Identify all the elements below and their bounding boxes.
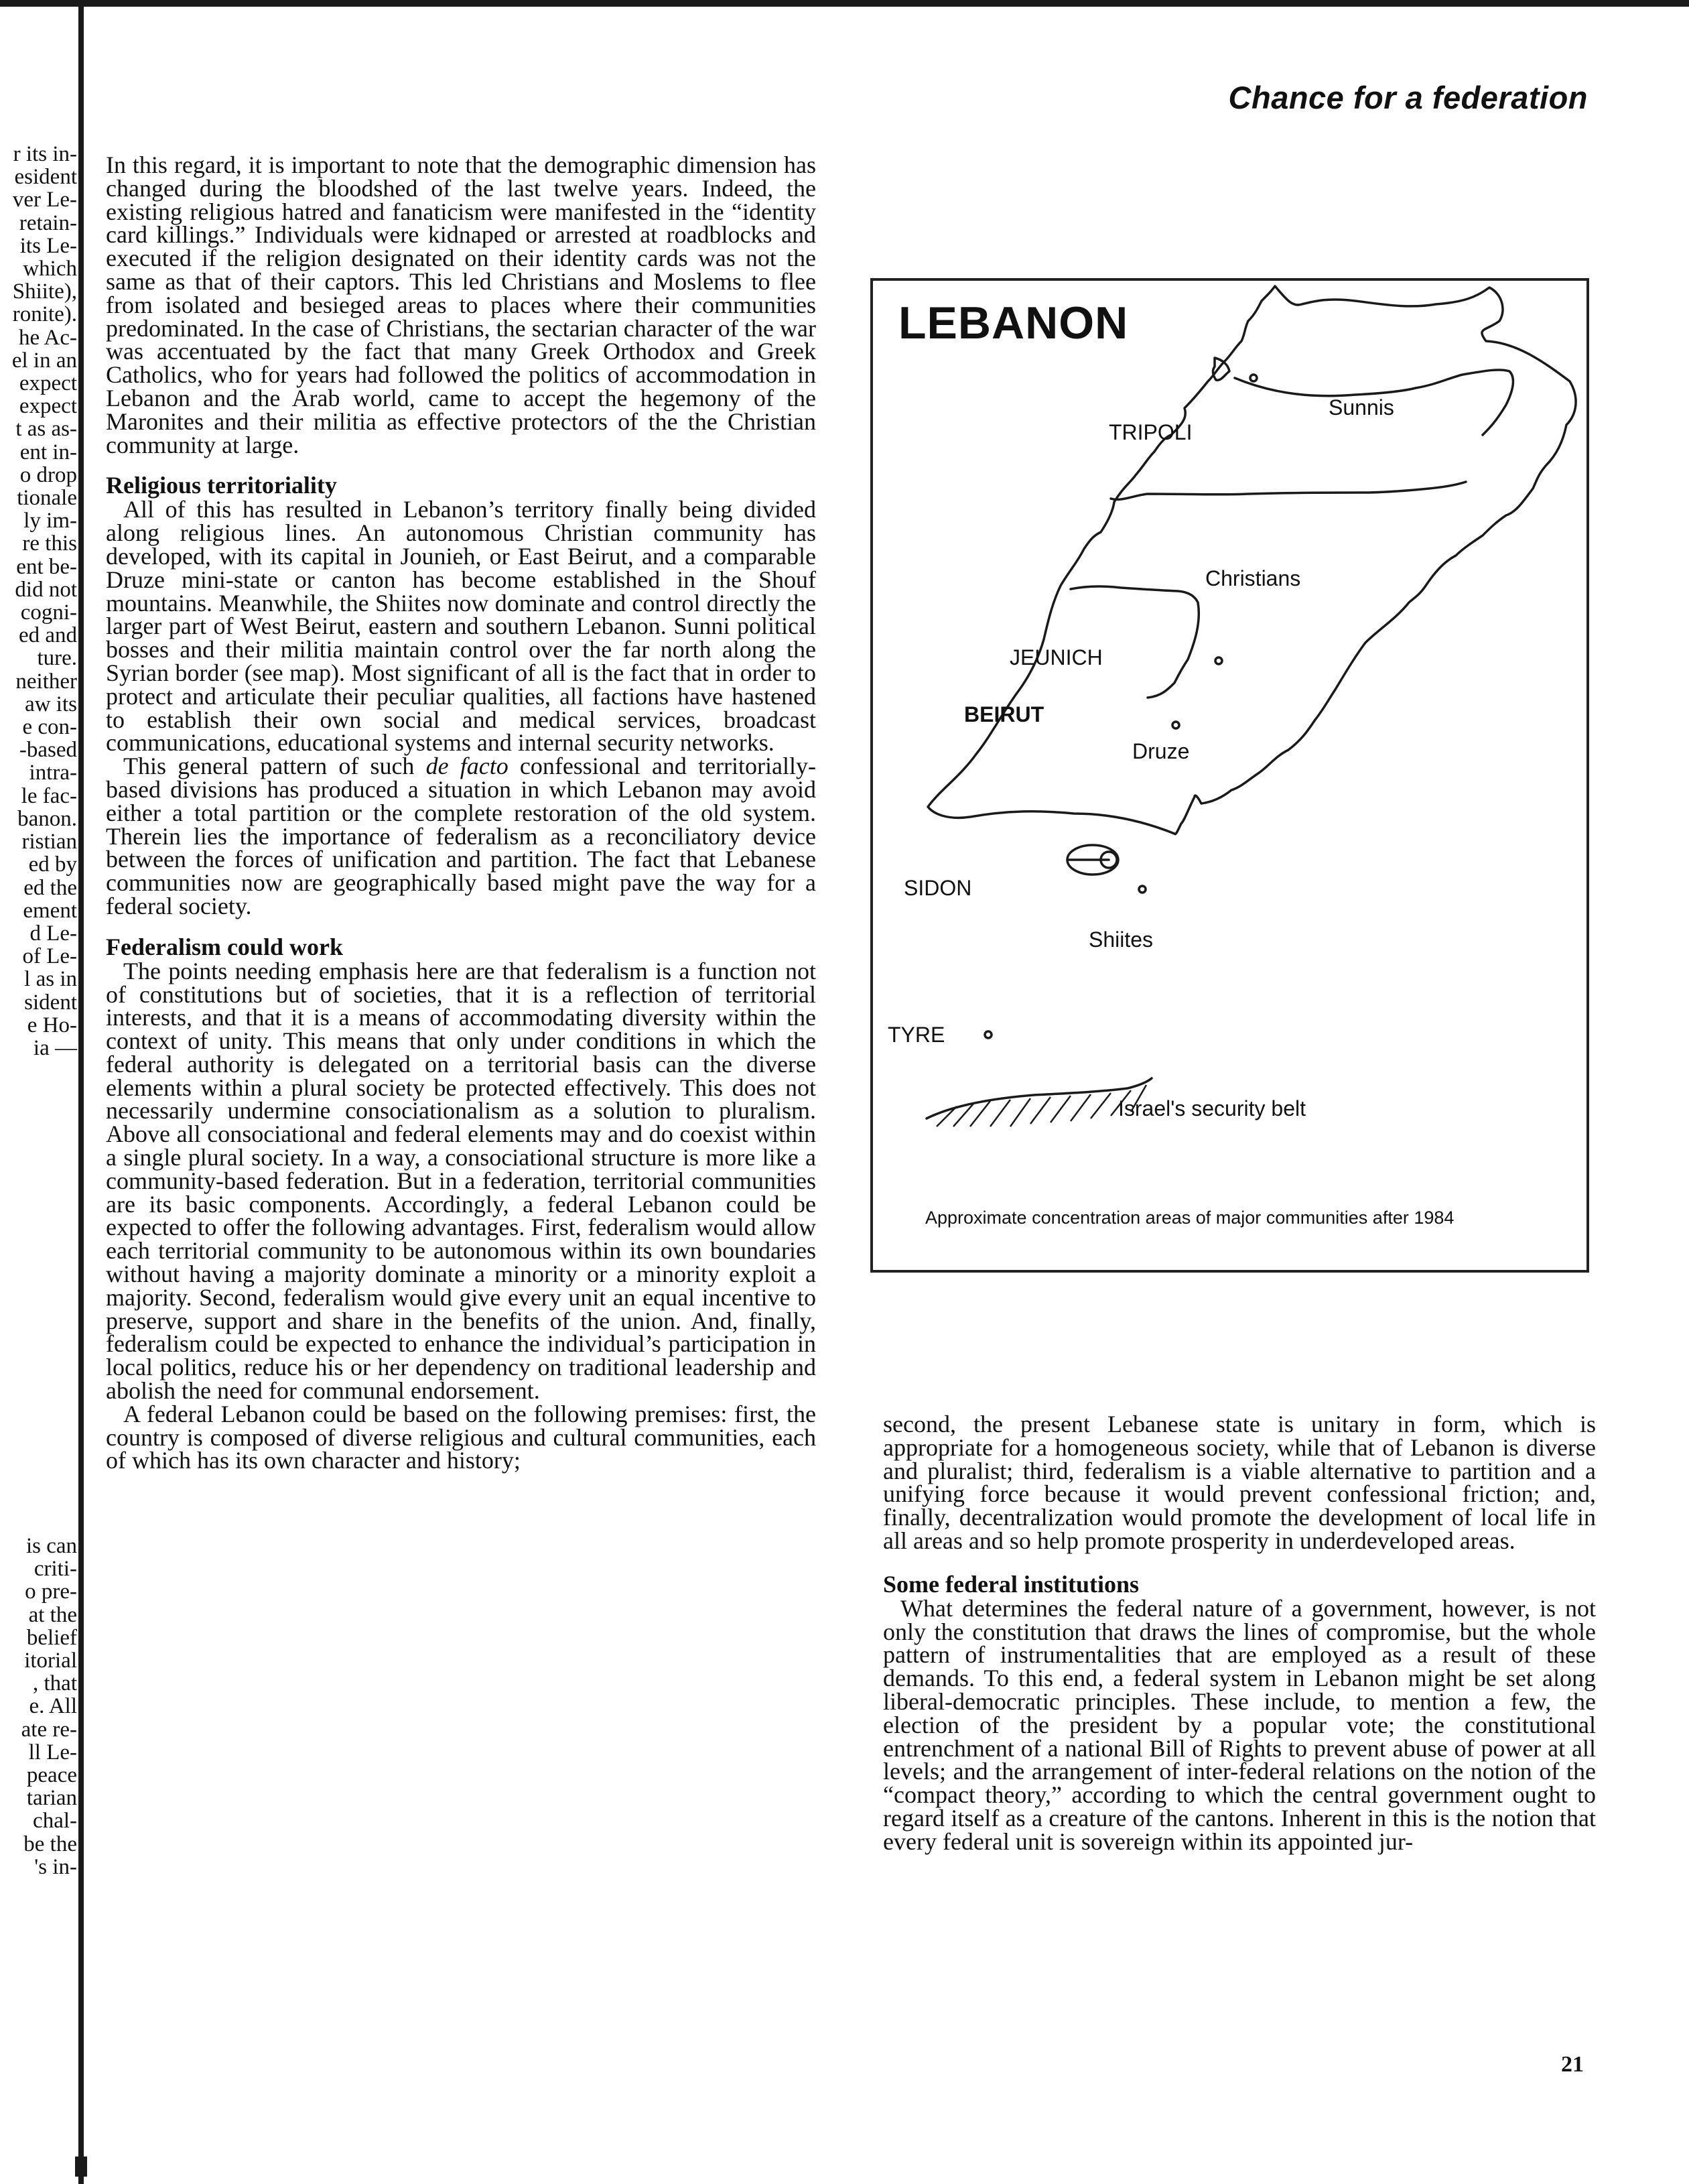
fragment-line: ristian — [21, 830, 77, 854]
fragment-line: did not — [15, 577, 77, 602]
map-figure — [870, 278, 1589, 1273]
fragment-line: tionale — [17, 486, 77, 511]
region-label-security-belt: Israel's security belt — [1118, 1096, 1306, 1120]
fragment-line: at the — [28, 1602, 77, 1627]
paragraph: The points needing emphasis here are that federalism is a function not of constitutions but of societies, that it is a reflection of territorial interests, and that it is a means of accommodating diversity within the context of unity. This means that only under conditions in which the federal authority is delegated on a territorial basis can the diverse elements within a plural society be protected effectively. This does not necessarily undermine consociationalism as a solution to pluralism. Above all consociational and federal elements may and do coexist within a single plural society. In a way, a consociational structure is more like a community-based federation. But in a federation, territorial communities are its basic components. Accordingly, a federal Lebanon could be expected to offer the following advantages. First, federalism would allow each territorial community to be autonomous within its own boundaries without having a majority dominate a minority or a minority exploit a majority. Second, federalism would give every unit an equal incentive to preserve, support and share in the benefits of the union. And, finally, federalism could be expected to enhance the individual’s participation in local politics, reduce his or her dependency on traditional leadership and abolish the need for communal endorsement. — [106, 957, 816, 1405]
paragraph: In this regard, it is important to note that the demographic dimension has changed during the bloodshed of the last twelve years. Indeed, the existing religious hatred and fanaticism were manifested in the “identity card killings.” Individuals were kidnaped or arrested at roadblocks and executed if the religion designated on their identity cards was not the same as that of their captors. This led Christians and Moslems to flee from isolated and besieged areas to places where their communities predominated. In the case of Christians, the sectarian character of the war was accentuated by the fact that many Greek Orthodox and Greek Catholics, who for years had followed the politics of accommodation in Lebanon and the Arab world, came to accept the hegemony of the Maronites and their militia as effective protectors of the the Christian community at large. — [106, 151, 816, 458]
fragment-line: ed the — [23, 875, 77, 900]
section-heading-some-federal-institutions: Some federal institutions — [883, 1570, 1139, 1598]
fragment-line: d Le- — [29, 921, 77, 946]
fragment-line: ement — [23, 898, 77, 923]
fragment-line: le fac- — [21, 783, 77, 808]
fragment-line: its Le- — [19, 233, 77, 258]
fragment-line: el in an — [11, 348, 77, 373]
paragraph: A federal Lebanon could be based on the following premises: first, the country is composed of diverse religious and cultural communities, each of which has its own character and history; — [106, 1400, 816, 1474]
fragment-line: o pre- — [25, 1580, 77, 1604]
fragment-line: Shiite), — [12, 279, 77, 304]
fragment-line: l as in — [24, 967, 77, 992]
fragment-line: of Le- — [22, 944, 77, 969]
map-title: LEBANON — [898, 298, 1129, 348]
map-caption: Approximate concentration areas of major communities after 1984 — [925, 1208, 1455, 1228]
fragment-line: tarian — [26, 1786, 77, 1811]
fragment-line: ia — — [33, 1035, 77, 1060]
paragraph: second, the present Lebanese state is unitary in form, which is appropriate for a homogeneous society, while that of Lebanon is diverse and pluralist; third, federalism is a viable alternative to partition and a unifying force because it would prevent confessional friction; and, finally, decentralization would promote the development of local life in all areas and so help promote prosperity in underdeveloped areas. — [883, 1411, 1596, 1554]
city-label-tyre: TYRE — [888, 1023, 945, 1047]
fragment-line: belief — [26, 1625, 77, 1650]
lebanon-map — [873, 281, 1586, 1270]
fragment-line: ly im- — [23, 509, 77, 533]
fragment-line: o drop — [19, 462, 77, 487]
region-label-druze: Druze — [1132, 739, 1190, 763]
fragment-line: ture. — [37, 646, 77, 671]
city-label-tripoli: TRIPOLI — [1109, 420, 1193, 444]
fragment-line: chal- — [33, 1809, 77, 1834]
paragraph: All of this has resulted in Lebanon’s territory finally being divided along religious lines. An autonomous Christian community has developed, with its capital in Jounieh, or East Beirut, and a comparable Druze mini-state or canton has become established in the Shouf mountains. Meanwhile, the Shiites now dominate and control directly the larger part of West Beirut, eastern and southern Lebanon. Sunni political bosses and their militia maintain control over the far north along the Syrian border (see map). Most significant of all is the fact that in order to protect and articulate their peculiar qualities, all factions have hastened to establish their own social and medical services, broadcast communications, educational systems and internal security networks. — [106, 496, 816, 757]
fragment-line: ronite). — [12, 302, 77, 327]
fragment-line: ate re- — [21, 1717, 77, 1742]
tripoli-outline — [1213, 358, 1229, 380]
security-belt-hatching — [937, 1085, 1146, 1127]
fragment-line: sident — [24, 990, 77, 1015]
fragment-line: t as as- — [15, 417, 77, 442]
fragment-line: peace — [26, 1763, 77, 1788]
fragment-line: cogni- — [20, 600, 77, 625]
druze-shiite-boundary — [1071, 586, 1199, 698]
fragment-line: itorial — [24, 1649, 77, 1673]
christian-druze-boundary — [1111, 482, 1466, 499]
city-label-jeunich: JEUNICH — [1010, 645, 1103, 669]
running-head: Chance for a federation — [1228, 80, 1588, 115]
fragment-line: expect — [19, 394, 77, 419]
previous-page-fragment-bottom — [0, 1535, 77, 2044]
city-label-beirut: BEIRUT — [964, 702, 1044, 726]
fragment-line: banon. — [17, 806, 77, 831]
section-heading-religious-territoriality: Religious territoriality — [106, 472, 337, 499]
country-outline — [928, 286, 1576, 834]
fragment-line: be the — [23, 1832, 77, 1856]
region-label-christians: Christians — [1205, 566, 1301, 590]
fragment-line: retain- — [19, 210, 77, 235]
fragment-line: which — [23, 257, 77, 281]
fragment-line: intra- — [29, 761, 77, 785]
fragment-line: 's in- — [34, 1854, 77, 1879]
fragment-line: esident — [14, 165, 77, 190]
paragraph: What determines the federal nature of a government, however, is not only the constitution that draws the lines of compromise, but the whole pattern of instrumentalities that are employed as a result of these demands. To this end, a federal system in Lebanon might be set along liberal-democratic principles. These include, to mention a few, the election of the president by a popular vote; the constitutional entrenchment of a national Bill of Rights to prevent abuse of power at all levels; and the arrangement of inter-federal relations on the notion of the “compact theory,” according to which the central government ought to regard itself as a creature of the cantons. Inherent in this is the notion that every federal unit is sovereign within its appointed jur- — [883, 1594, 1596, 1855]
top-rule — [0, 0, 1689, 7]
fragment-line: e con- — [22, 715, 77, 740]
fragment-line: re this — [22, 531, 77, 556]
article-column-left — [106, 153, 816, 1472]
fragment-line: is can — [25, 1534, 77, 1558]
fragment-line: ver Le- — [12, 188, 77, 212]
fragment-line: ed and — [18, 623, 77, 648]
article-column-right — [883, 1413, 1596, 1854]
fragment-line: -based — [19, 738, 77, 763]
gutter-mark — [75, 2157, 87, 2177]
fragment-line: ll Le- — [28, 1740, 77, 1764]
fragment-line: ent be- — [16, 554, 77, 579]
fragment-line: e Ho- — [27, 1013, 77, 1037]
region-label-sunnis: Sunnis — [1329, 395, 1394, 420]
fragment-line: aw its — [25, 692, 77, 716]
fragment-line: he Ac- — [18, 325, 77, 350]
paragraph: This general pattern of such de facto confessional and territorially-based divisions has produced a situation in which Lebanon may avoid either a total partition or the complete restoration of the old system. Therein lies the importance of federalism as a reconciliatory device between the forces of unification and partition. The fact that Lebanese communities now are geographically based might pave the way for a federal society. — [106, 753, 816, 919]
fragment-line: criti- — [33, 1557, 77, 1582]
fragment-line: , that — [33, 1671, 77, 1696]
fragment-line: neither — [15, 669, 77, 694]
region-label-shiites: Shiites — [1089, 927, 1154, 952]
fragment-line: ed by — [28, 852, 77, 877]
fragment-line: e. All — [29, 1694, 77, 1719]
fragment-line: ent in- — [19, 440, 77, 464]
italic-phrase: de facto — [425, 753, 509, 780]
page-number: 21 — [1561, 2052, 1584, 2077]
fragment-line: r its in- — [13, 142, 77, 166]
city-label-sidon: SIDON — [904, 876, 972, 900]
previous-page-fragment-top — [0, 142, 77, 1060]
section-heading-federalism-could-work: Federalism could work — [106, 933, 343, 960]
binding-gutter — [78, 7, 84, 2184]
fragment-line: expect — [19, 371, 77, 396]
